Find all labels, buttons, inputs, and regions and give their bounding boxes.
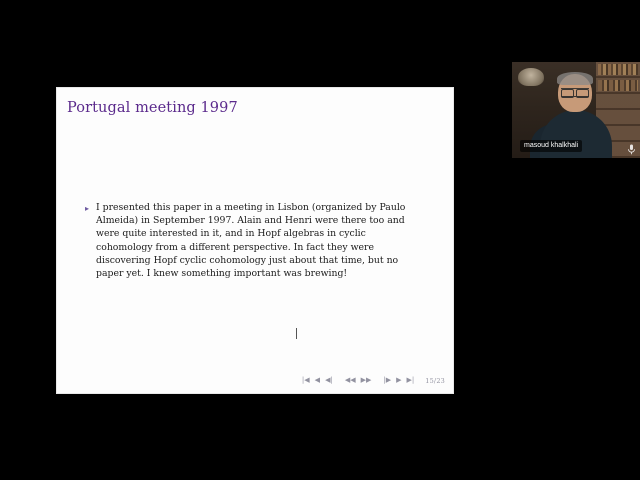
previous-page-button[interactable]: ◀| [325, 376, 333, 384]
next-frame-button[interactable]: ▶ [396, 376, 402, 384]
person-hair [557, 72, 593, 85]
eyeglasses [561, 88, 589, 97]
first-page-button[interactable]: |◀ [301, 376, 310, 384]
webcam-tile[interactable] [512, 62, 640, 158]
books-row-top [598, 64, 638, 75]
slide-title: Portugal meeting 1997 [67, 100, 238, 116]
pdf-navigation-bar[interactable] [301, 376, 445, 385]
books-row-second [598, 80, 638, 91]
presentation-slide [57, 88, 453, 393]
text-caret [296, 328, 297, 339]
lamp-light [518, 68, 544, 86]
page-indicator: 15/23 [425, 376, 445, 385]
previous-frame-button[interactable]: ◀ [314, 376, 321, 384]
bullet-marker-icon: ▸ [85, 204, 90, 213]
back-button[interactable]: ◀◀ [344, 376, 356, 384]
screen-share-region [0, 62, 512, 419]
slide-bullet-item [85, 201, 425, 280]
forward-button[interactable]: ▶▶ [360, 376, 372, 384]
participant-name-label: masoud khalkhali [520, 140, 582, 152]
last-page-button[interactable]: ▶| [406, 376, 415, 384]
slide-body-text: I presented this paper in a meeting in Lisbon (organized by Paulo Almeida) in September 1997. Alain and Henri were there too and were quite interested in it, and in Hopf algebras in cyclic cohomology from a different perspective. In fact they were discovering Hopf cyclic cohomology just about that time, but no paper yet. I knew something important was brewing! [96, 202, 406, 280]
microphone-icon [627, 142, 636, 153]
next-page-button[interactable]: |▶ [383, 376, 392, 384]
